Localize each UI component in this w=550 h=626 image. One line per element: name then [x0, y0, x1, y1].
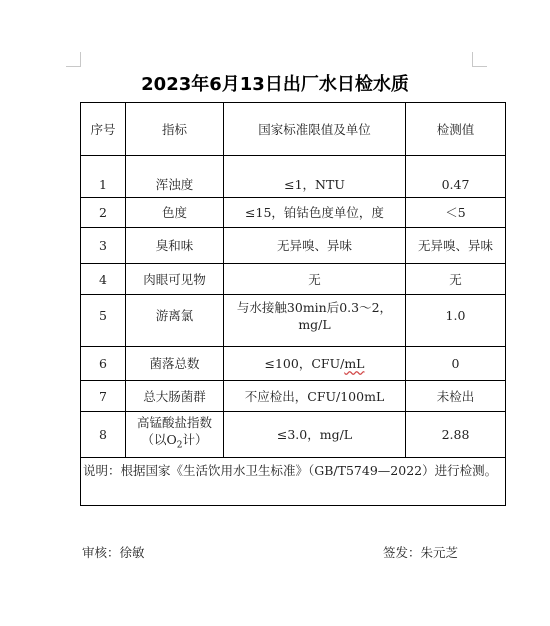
cell-value: 未检出 — [406, 381, 506, 412]
cell-value: ＜5 — [406, 198, 506, 228]
cell-value: 无异嗅、异味 — [406, 228, 506, 264]
cell-serial: 6 — [81, 347, 126, 381]
indicator-line-2 — [128, 431, 221, 455]
indicator-line-1: 高锰酸盐指数 — [136, 415, 212, 431]
indicator-line-2-suffix: 计） — [182, 432, 208, 448]
cell-limit — [224, 347, 406, 381]
water-quality-table — [80, 102, 506, 506]
table-row — [81, 412, 506, 458]
indicator-line-2-subscript: 2 — [176, 440, 183, 451]
header-serial: 序号 — [81, 103, 126, 156]
page-corner-mark-top-right — [472, 52, 487, 67]
cell-limit: ≤15，铂钴色度单位，度 — [224, 198, 406, 228]
table-row — [81, 295, 506, 347]
cell-serial: 5 — [81, 295, 126, 347]
table-row — [81, 156, 506, 198]
page-corner-mark-top-left — [66, 52, 81, 67]
cell-indicator: 浑浊度 — [126, 156, 224, 198]
indicator-line-2-prefix: （以O — [141, 432, 177, 448]
cell-serial: 8 — [81, 412, 126, 458]
cell-limit: ≤1，NTU — [224, 156, 406, 198]
cell-indicator: 游离氯 — [126, 295, 224, 347]
cell-limit: ≤3.0，mg/L — [224, 412, 406, 458]
limit-prefix: ≤100，CFU/ — [264, 356, 345, 371]
cell-indicator: 色度 — [126, 198, 224, 228]
issuer-signature: 签发：朱元芝 — [383, 545, 459, 560]
table-note-row — [81, 458, 506, 506]
table-row — [81, 198, 506, 228]
cell-indicator — [126, 412, 224, 458]
cell-indicator: 肉眼可见物 — [126, 264, 224, 295]
cell-limit: 无异嗅、异味 — [224, 228, 406, 264]
cell-value: 0 — [406, 347, 506, 381]
cell-value: 1.0 — [406, 295, 506, 347]
header-test-value: 检测值 — [406, 103, 506, 156]
cell-limit: 不应检出，CFU/100mL — [224, 381, 406, 412]
cell-indicator: 臭和味 — [126, 228, 224, 264]
cell-limit: 与水接触30min后0.3～2，mg/L — [224, 295, 406, 347]
cell-serial: 7 — [81, 381, 126, 412]
cell-serial: 2 — [81, 198, 126, 228]
cell-indicator: 总大肠菌群 — [126, 381, 224, 412]
limit-unit-spellcheck: mL — [344, 356, 365, 371]
cell-value: 无 — [406, 264, 506, 295]
cell-serial: 4 — [81, 264, 126, 295]
table-header-row — [81, 103, 506, 156]
cell-value: 0.47 — [406, 156, 506, 198]
cell-serial: 1 — [81, 156, 126, 198]
table-row — [81, 347, 506, 381]
cell-serial: 3 — [81, 228, 126, 264]
cell-value: 2.88 — [406, 412, 506, 458]
cell-limit: 无 — [224, 264, 406, 295]
table-row — [81, 228, 506, 264]
document-title: 2023年6月13日出厂水日检水质 — [141, 74, 409, 95]
header-indicator: 指标 — [126, 103, 224, 156]
header-standard-limit: 国家标准限值及单位 — [224, 103, 406, 156]
table-row — [81, 381, 506, 412]
reviewer-signature: 审核：徐敏 — [82, 545, 145, 560]
table-row — [81, 264, 506, 295]
cell-indicator: 菌落总数 — [126, 347, 224, 381]
table-note: 说明：根据国家《生活饮用水卫生标准》（GB/T5749—2022）进行检测。 — [81, 458, 506, 506]
